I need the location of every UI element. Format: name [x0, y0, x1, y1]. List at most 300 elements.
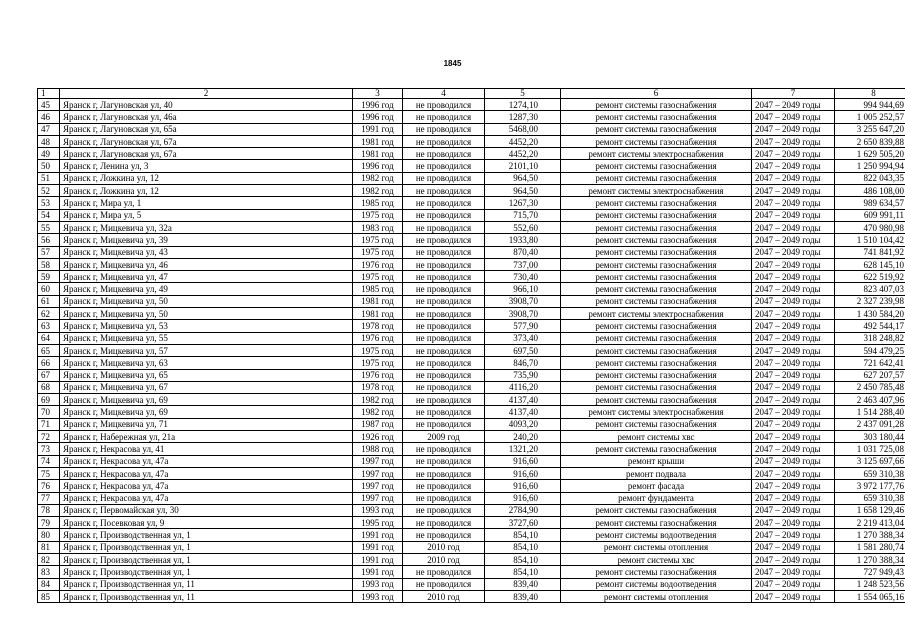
last-repair-cell: не проводился: [403, 344, 485, 356]
table-row: [38, 455, 905, 467]
cost-cell: 628 145,10: [835, 258, 905, 270]
build-year-cell: 1985 год: [353, 283, 403, 295]
period-cell: 2047 – 2049 годы: [752, 283, 835, 295]
work-type-cell: ремонт системы газоснабжения: [561, 344, 752, 356]
row-number: 73: [38, 443, 60, 455]
period-cell: 2047 – 2049 годы: [752, 234, 835, 246]
period-cell: 2047 – 2049 годы: [752, 504, 835, 516]
address-cell: Яранск г, Мицкевича ул, 46: [60, 258, 353, 270]
period-cell: 2047 – 2049 годы: [752, 529, 835, 541]
cost-cell: 2 450 785,48: [835, 381, 905, 393]
period-cell: 2047 – 2049 годы: [752, 517, 835, 529]
address-cell: Яранск г, Мицкевича ул, 32а: [60, 221, 353, 233]
build-year-cell: 1975 год: [353, 357, 403, 369]
address-cell: Яранск г, Производственная ул, 1: [60, 553, 353, 565]
table-row: [38, 283, 905, 295]
cost-cell: 622 519,92: [835, 271, 905, 283]
area-cell: 5468,00: [485, 123, 561, 135]
period-cell: 2047 – 2049 годы: [752, 406, 835, 418]
address-cell: Яранск г, Мицкевича ул, 39: [60, 234, 353, 246]
build-year-cell: 1983 год: [353, 221, 403, 233]
address-cell: Яранск г, Производственная ул, 11: [60, 590, 353, 602]
cost-cell: 1 658 129,46: [835, 504, 905, 516]
work-type-cell: ремонт системы газоснабжения: [561, 246, 752, 258]
address-cell: Яранск г, Лагуновская ул, 67а: [60, 148, 353, 160]
table-row: [38, 381, 905, 393]
period-cell: 2047 – 2049 годы: [752, 308, 835, 320]
last-repair-cell: не проводился: [403, 529, 485, 541]
area-cell: 4452,20: [485, 148, 561, 160]
address-cell: Яранск г, Мицкевича ул, 67: [60, 381, 353, 393]
area-cell: 697,50: [485, 344, 561, 356]
build-year-cell: 1975 год: [353, 271, 403, 283]
cost-cell: 303 180,44: [835, 431, 905, 443]
table-row: [38, 99, 905, 111]
build-year-cell: 1987 год: [353, 418, 403, 430]
area-cell: 2101,10: [485, 160, 561, 172]
build-year-cell: 1981 год: [353, 295, 403, 307]
area-cell: 2784,90: [485, 504, 561, 516]
row-number: 47: [38, 123, 60, 135]
work-type-cell: ремонт системы хвс: [561, 431, 752, 443]
cost-cell: 989 634,57: [835, 197, 905, 209]
table-row: [38, 406, 905, 418]
address-cell: Яранск г, Лагуновская ул, 67а: [60, 135, 353, 147]
cost-cell: 486 108,00: [835, 185, 905, 197]
table-row: [38, 332, 905, 344]
last-repair-cell: не проводился: [403, 185, 485, 197]
build-year-cell: 1991 год: [353, 123, 403, 135]
header-cell: 7: [752, 89, 835, 99]
row-number: 64: [38, 332, 60, 344]
last-repair-cell: не проводился: [403, 148, 485, 160]
period-cell: 2047 – 2049 годы: [752, 431, 835, 443]
cost-cell: 659 310,38: [835, 492, 905, 504]
row-number: 76: [38, 480, 60, 492]
row-number: 81: [38, 541, 60, 553]
build-year-cell: 1997 год: [353, 455, 403, 467]
area-cell: 240,20: [485, 431, 561, 443]
build-year-cell: 1976 год: [353, 332, 403, 344]
header-row: [38, 89, 905, 99]
cost-cell: 1 270 388,34: [835, 553, 905, 565]
build-year-cell: 1996 год: [353, 111, 403, 123]
cost-cell: 318 248,82: [835, 332, 905, 344]
last-repair-cell: 2010 год: [403, 541, 485, 553]
cost-cell: 1 031 725,08: [835, 443, 905, 455]
last-repair-cell: не проводился: [403, 234, 485, 246]
address-cell: Яранск г, Лагуновская ул, 46а: [60, 111, 353, 123]
row-number: 82: [38, 553, 60, 565]
last-repair-cell: не проводился: [403, 271, 485, 283]
period-cell: 2047 – 2049 годы: [752, 271, 835, 283]
address-cell: Яранск г, Некрасова ул, 47а: [60, 480, 353, 492]
address-cell: Яранск г, Мицкевича ул, 69: [60, 394, 353, 406]
work-type-cell: ремонт системы газоснабжения: [561, 357, 752, 369]
cost-cell: 1 581 280,74: [835, 541, 905, 553]
table-row: [38, 394, 905, 406]
build-year-cell: 1926 год: [353, 431, 403, 443]
work-type-cell: ремонт системы газоснабжения: [561, 197, 752, 209]
table-row: [38, 566, 905, 578]
cost-cell: 1 248 523,56: [835, 578, 905, 590]
area-cell: 3908,70: [485, 295, 561, 307]
work-type-cell: ремонт системы газоснабжения: [561, 504, 752, 516]
row-number: 55: [38, 221, 60, 233]
build-year-cell: 1993 год: [353, 590, 403, 602]
build-year-cell: 1976 год: [353, 258, 403, 270]
address-cell: Яранск г, Мицкевича ул, 57: [60, 344, 353, 356]
work-type-cell: ремонт системы электроснабжения: [561, 406, 752, 418]
period-cell: 2047 – 2049 годы: [752, 357, 835, 369]
build-year-cell: 1975 год: [353, 209, 403, 221]
address-cell: Яранск г, Первомайская ул, 30: [60, 504, 353, 516]
row-number: 48: [38, 135, 60, 147]
period-cell: 2047 – 2049 годы: [752, 541, 835, 553]
area-cell: 1274,10: [485, 99, 561, 111]
build-year-cell: 1975 год: [353, 246, 403, 258]
row-number: 53: [38, 197, 60, 209]
table-row: [38, 111, 905, 123]
build-year-cell: 1991 год: [353, 553, 403, 565]
work-type-cell: ремонт системы газоснабжения: [561, 332, 752, 344]
row-number: 52: [38, 185, 60, 197]
header-cell: 1: [38, 89, 60, 99]
area-cell: 4137,40: [485, 394, 561, 406]
cost-cell: 470 980,98: [835, 221, 905, 233]
address-cell: Яранск г, Мицкевича ул, 49: [60, 283, 353, 295]
period-cell: 2047 – 2049 годы: [752, 135, 835, 147]
table-row: [38, 517, 905, 529]
page-number: 1845: [443, 59, 462, 68]
build-year-cell: 1991 год: [353, 529, 403, 541]
build-year-cell: 1982 год: [353, 172, 403, 184]
cost-cell: 492 544,17: [835, 320, 905, 332]
cost-cell: 1 554 065,16: [835, 590, 905, 602]
table-row: [38, 185, 905, 197]
period-cell: 2047 – 2049 годы: [752, 123, 835, 135]
row-number: 57: [38, 246, 60, 258]
area-cell: 4093,20: [485, 418, 561, 430]
row-number: 54: [38, 209, 60, 221]
last-repair-cell: не проводился: [403, 566, 485, 578]
work-type-cell: ремонт подвала: [561, 467, 752, 479]
table-row: [38, 197, 905, 209]
period-cell: 2047 – 2049 годы: [752, 394, 835, 406]
address-cell: Яранск г, Мицкевича ул, 65: [60, 369, 353, 381]
table-row: [38, 258, 905, 270]
period-cell: 2047 – 2049 годы: [752, 99, 835, 111]
period-cell: 2047 – 2049 годы: [752, 492, 835, 504]
last-repair-cell: не проводился: [403, 209, 485, 221]
address-cell: Яранск г, Мира ул, 1: [60, 197, 353, 209]
cost-cell: 727 949,43: [835, 566, 905, 578]
last-repair-cell: не проводился: [403, 221, 485, 233]
table-row: [38, 234, 905, 246]
period-cell: 2047 – 2049 годы: [752, 172, 835, 184]
cost-cell: 2 463 407,96: [835, 394, 905, 406]
area-cell: 552,60: [485, 221, 561, 233]
row-number: 46: [38, 111, 60, 123]
address-cell: Яранск г, Ложкина ул, 12: [60, 185, 353, 197]
header-cell: 2: [60, 89, 353, 99]
work-type-cell: ремонт системы газоснабжения: [561, 135, 752, 147]
cost-cell: 609 991,11: [835, 209, 905, 221]
area-cell: 854,10: [485, 566, 561, 578]
last-repair-cell: не проводился: [403, 283, 485, 295]
work-type-cell: ремонт системы газоснабжения: [561, 99, 752, 111]
work-type-cell: ремонт фасада: [561, 480, 752, 492]
work-type-cell: ремонт системы газоснабжения: [561, 258, 752, 270]
last-repair-cell: не проводился: [403, 160, 485, 172]
build-year-cell: 1982 год: [353, 394, 403, 406]
table-row: [38, 172, 905, 184]
cost-cell: 1 510 104,42: [835, 234, 905, 246]
work-type-cell: ремонт системы газоснабжения: [561, 566, 752, 578]
work-type-cell: ремонт системы газоснабжения: [561, 381, 752, 393]
last-repair-cell: не проводился: [403, 443, 485, 455]
address-cell: Яранск г, Мицкевича ул, 55: [60, 332, 353, 344]
header-cell: 8: [835, 89, 905, 99]
last-repair-cell: 2010 год: [403, 553, 485, 565]
build-year-cell: 1985 год: [353, 197, 403, 209]
last-repair-cell: не проводился: [403, 467, 485, 479]
build-year-cell: 1997 год: [353, 467, 403, 479]
cost-cell: 1 250 994,94: [835, 160, 905, 172]
period-cell: 2047 – 2049 годы: [752, 566, 835, 578]
last-repair-cell: не проводился: [403, 418, 485, 430]
row-number: 84: [38, 578, 60, 590]
area-cell: 4116,20: [485, 381, 561, 393]
work-type-cell: ремонт фундамента: [561, 492, 752, 504]
cost-cell: 594 479,25: [835, 344, 905, 356]
build-year-cell: 1993 год: [353, 504, 403, 516]
row-number: 83: [38, 566, 60, 578]
address-cell: Яранск г, Производственная ул, 1: [60, 541, 353, 553]
cost-cell: 1 629 505,20: [835, 148, 905, 160]
row-number: 74: [38, 455, 60, 467]
area-cell: 3908,70: [485, 308, 561, 320]
cost-cell: 2 219 413,04: [835, 517, 905, 529]
table-row: [38, 431, 905, 443]
last-repair-cell: не проводился: [403, 295, 485, 307]
work-type-cell: ремонт системы газоснабжения: [561, 394, 752, 406]
address-cell: Яранск г, Ложкина ул, 12: [60, 172, 353, 184]
address-cell: Яранск г, Производственная ул, 1: [60, 529, 353, 541]
area-cell: 735,90: [485, 369, 561, 381]
area-cell: 870,40: [485, 246, 561, 258]
last-repair-cell: не проводился: [403, 406, 485, 418]
work-type-cell: ремонт системы газоснабжения: [561, 443, 752, 455]
area-cell: 373,40: [485, 332, 561, 344]
row-number: 49: [38, 148, 60, 160]
row-number: 67: [38, 369, 60, 381]
last-repair-cell: не проводился: [403, 504, 485, 516]
address-cell: Яранск г, Ленина ул, 3: [60, 160, 353, 172]
table-row: [38, 590, 905, 602]
header-cell: 5: [485, 89, 561, 99]
address-cell: Яранск г, Набережная ул, 21а: [60, 431, 353, 443]
build-year-cell: 1981 год: [353, 135, 403, 147]
cost-cell: 3 972 177,76: [835, 480, 905, 492]
address-cell: Яранск г, Посевковая ул, 9: [60, 517, 353, 529]
row-number: 68: [38, 381, 60, 393]
period-cell: 2047 – 2049 годы: [752, 221, 835, 233]
row-number: 71: [38, 418, 60, 430]
work-type-cell: ремонт системы газоснабжения: [561, 234, 752, 246]
area-cell: 846,70: [485, 357, 561, 369]
work-type-cell: ремонт системы отопления: [561, 541, 752, 553]
table-row: [38, 418, 905, 430]
row-number: 51: [38, 172, 60, 184]
build-year-cell: 1995 год: [353, 517, 403, 529]
build-year-cell: 1997 год: [353, 480, 403, 492]
last-repair-cell: не проводился: [403, 197, 485, 209]
last-repair-cell: не проводился: [403, 455, 485, 467]
row-number: 66: [38, 357, 60, 369]
period-cell: 2047 – 2049 годы: [752, 418, 835, 430]
row-number: 58: [38, 258, 60, 270]
row-number: 85: [38, 590, 60, 602]
last-repair-cell: не проводился: [403, 480, 485, 492]
row-number: 59: [38, 271, 60, 283]
area-cell: 1287,30: [485, 111, 561, 123]
row-number: 61: [38, 295, 60, 307]
area-cell: 4137,40: [485, 406, 561, 418]
table-row: [38, 320, 905, 332]
last-repair-cell: не проводился: [403, 123, 485, 135]
cost-cell: 1 270 388,34: [835, 529, 905, 541]
cost-cell: 721 642,41: [835, 357, 905, 369]
period-cell: 2047 – 2049 годы: [752, 111, 835, 123]
period-cell: 2047 – 2049 годы: [752, 148, 835, 160]
row-number: 45: [38, 99, 60, 111]
work-type-cell: ремонт системы газоснабжения: [561, 320, 752, 332]
address-cell: Яранск г, Некрасова ул, 47а: [60, 492, 353, 504]
work-type-cell: ремонт системы газоснабжения: [561, 369, 752, 381]
area-cell: 839,40: [485, 578, 561, 590]
area-cell: 916,60: [485, 480, 561, 492]
work-type-cell: ремонт системы газоснабжения: [561, 418, 752, 430]
cost-cell: 741 841,92: [835, 246, 905, 258]
area-cell: 916,60: [485, 455, 561, 467]
build-year-cell: 1996 год: [353, 99, 403, 111]
work-type-cell: ремонт системы газоснабжения: [561, 111, 752, 123]
address-cell: Яранск г, Некрасова ул, 47а: [60, 467, 353, 479]
work-type-cell: ремонт системы газоснабжения: [561, 123, 752, 135]
period-cell: 2047 – 2049 годы: [752, 258, 835, 270]
row-number: 70: [38, 406, 60, 418]
address-cell: Яранск г, Некрасова ул, 41: [60, 443, 353, 455]
work-type-cell: ремонт крыши: [561, 455, 752, 467]
work-type-cell: ремонт системы газоснабжения: [561, 271, 752, 283]
period-cell: 2047 – 2049 годы: [752, 209, 835, 221]
table-row: [38, 295, 905, 307]
area-cell: 854,10: [485, 541, 561, 553]
work-type-cell: ремонт системы электроснабжения: [561, 148, 752, 160]
row-number: 69: [38, 394, 60, 406]
area-cell: 839,40: [485, 590, 561, 602]
row-number: 65: [38, 344, 60, 356]
row-number: 80: [38, 529, 60, 541]
period-cell: 2047 – 2049 годы: [752, 295, 835, 307]
cost-cell: 659 310,38: [835, 467, 905, 479]
area-cell: 1321,20: [485, 443, 561, 455]
period-cell: 2047 – 2049 годы: [752, 197, 835, 209]
area-cell: 1933,80: [485, 234, 561, 246]
row-number: 79: [38, 517, 60, 529]
table-row: [38, 357, 905, 369]
build-year-cell: 1975 год: [353, 344, 403, 356]
last-repair-cell: не проводился: [403, 135, 485, 147]
last-repair-cell: не проводился: [403, 308, 485, 320]
build-year-cell: 1988 год: [353, 443, 403, 455]
area-cell: 715,70: [485, 209, 561, 221]
area-cell: 854,10: [485, 553, 561, 565]
work-type-cell: ремонт системы газоснабжения: [561, 295, 752, 307]
address-cell: Яранск г, Мицкевича ул, 71: [60, 418, 353, 430]
build-year-cell: 1982 год: [353, 185, 403, 197]
address-cell: Яранск г, Лагуновская ул, 65а: [60, 123, 353, 135]
work-type-cell: ремонт системы газоснабжения: [561, 283, 752, 295]
last-repair-cell: не проводился: [403, 492, 485, 504]
build-year-cell: 1991 год: [353, 566, 403, 578]
cost-cell: 3 255 647,20: [835, 123, 905, 135]
address-cell: Яранск г, Мицкевича ул, 69: [60, 406, 353, 418]
build-year-cell: 1978 год: [353, 320, 403, 332]
cost-cell: 1 005 252,57: [835, 111, 905, 123]
build-year-cell: 1991 год: [353, 541, 403, 553]
row-number: 56: [38, 234, 60, 246]
work-type-cell: ремонт системы газоснабжения: [561, 209, 752, 221]
period-cell: 2047 – 2049 годы: [752, 246, 835, 258]
area-cell: 964,50: [485, 185, 561, 197]
last-repair-cell: 2010 год: [403, 590, 485, 602]
period-cell: 2047 – 2049 годы: [752, 332, 835, 344]
work-type-cell: ремонт системы газоснабжения: [561, 221, 752, 233]
area-cell: 964,50: [485, 172, 561, 184]
last-repair-cell: 2009 год: [403, 431, 485, 443]
work-type-cell: ремонт системы электроснабжения: [561, 308, 752, 320]
table-row: [38, 148, 905, 160]
table-row: [38, 209, 905, 221]
area-cell: 966,10: [485, 283, 561, 295]
cost-cell: 823 407,03: [835, 283, 905, 295]
table-row: [38, 578, 905, 590]
cost-cell: 1 514 288,40: [835, 406, 905, 418]
period-cell: 2047 – 2049 годы: [752, 467, 835, 479]
build-year-cell: 1978 год: [353, 381, 403, 393]
period-cell: 2047 – 2049 годы: [752, 590, 835, 602]
cost-cell: 2 650 839,88: [835, 135, 905, 147]
build-year-cell: 1997 год: [353, 492, 403, 504]
work-type-cell: ремонт системы газоснабжения: [561, 517, 752, 529]
work-type-cell: ремонт системы хвс: [561, 553, 752, 565]
period-cell: 2047 – 2049 годы: [752, 553, 835, 565]
period-cell: 2047 – 2049 годы: [752, 185, 835, 197]
row-number: 78: [38, 504, 60, 516]
table-row: [38, 369, 905, 381]
table-row: [38, 480, 905, 492]
address-cell: Яранск г, Мицкевича ул, 53: [60, 320, 353, 332]
period-cell: 2047 – 2049 годы: [752, 443, 835, 455]
row-number: 75: [38, 467, 60, 479]
row-number: 60: [38, 283, 60, 295]
address-cell: Яранск г, Мицкевича ул, 47: [60, 271, 353, 283]
table-row: [38, 492, 905, 504]
table-row: [38, 160, 905, 172]
table-row: [38, 271, 905, 283]
